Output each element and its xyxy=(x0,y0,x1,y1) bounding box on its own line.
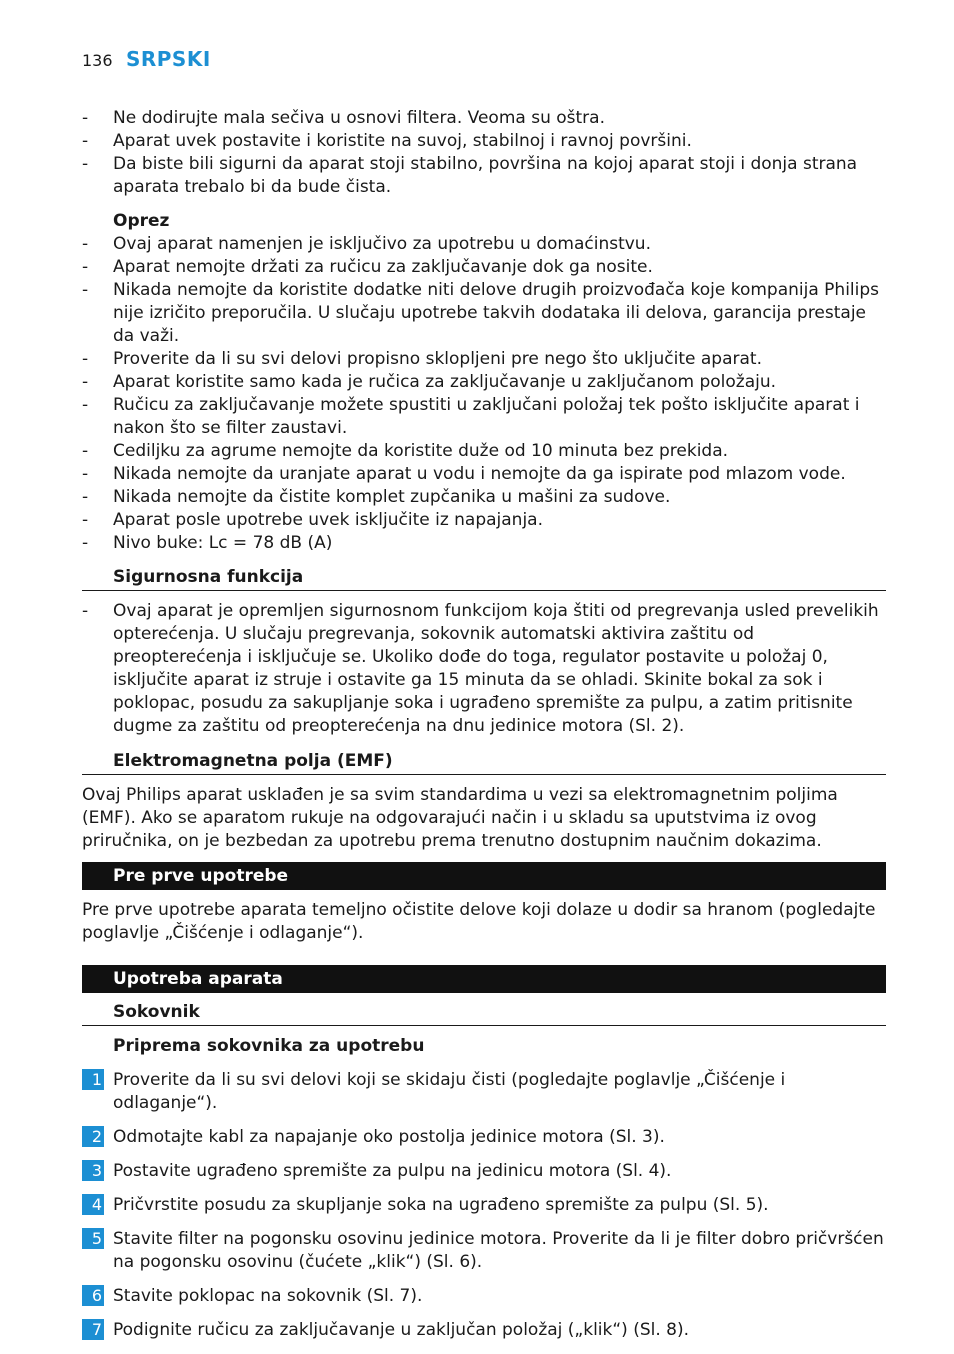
step-item xyxy=(82,1319,886,1342)
step-item xyxy=(82,1069,886,1115)
step-number: 7 xyxy=(82,1319,104,1340)
list-item: - Ovaj aparat je opremljen sigurnosnom funkcijom koja štiti od pregrevanja usled prevelikih opterećenja. U slučaju pregrevanja, sokovnik automatski aktivira zaštitu od preopterećenja i isključuje se. Ukoliko dođe do toga, regulator postavite u položaj 0, isključite aparat iz struje i ostavite ga 15 minuta da se ohladi. Skinite bokal za sok i poklopac, posudu za sakupljanje soka i ugrađeno spremište za pulpu, a zatim pritisnite dugme za zaštitu od preopterećenja na dnu jedinice motora (Sl. 2). xyxy=(82,600,886,738)
step-number: 2 xyxy=(82,1126,104,1147)
step-text: Postavite ugrađeno spremište za pulpu na jedinicu motora (Sl. 4). xyxy=(113,1161,672,1181)
prep-heading-divider xyxy=(82,1024,886,1026)
emf-text: Ovaj Philips aparat usklađen je sa svim standardima u vezi sa elektromagnetnim poljima (EMF). Ako se aparatom rukuje na odgovarajući način i u skladu sa uputstvima iz ovog priručnika, on je bezbedan za upotrebu prema trenutno dostupnim naučnim dokazima. xyxy=(82,785,838,851)
list-item: - Nikada nemojte da uranjate aparat u vodu i nemojte da ga ispirate pod mlazom vode. xyxy=(82,463,886,486)
list-item: - Ovaj aparat namenjen je isključivo za upotrebu u domaćinstvu. xyxy=(82,233,886,256)
step-item xyxy=(82,1194,886,1217)
step-text: Proverite da li su svi delovi koji se skidaju čisti (pogledajte poglavlje „Čišćenje i odlaganje“). xyxy=(113,1070,786,1113)
step-number: 5 xyxy=(82,1228,104,1249)
list-item: - Aparat nemojte držati za ručicu za zaključavanje dok ga nosite. xyxy=(82,256,886,279)
step-text: Pričvrstite posudu za skupljanje soka na ugrađeno spremište za pulpu (Sl. 5). xyxy=(113,1195,769,1215)
intro-list xyxy=(82,107,886,199)
step-item xyxy=(82,1160,886,1183)
caution-heading: Oprez xyxy=(113,211,170,231)
step-number: 6 xyxy=(82,1285,104,1306)
list-item: - Nikada nemojte da koristite dodatke niti delove drugih proizvođača koje kompanija Philips nije izričito preporučila. U slučaju upotrebe takvih dodataka ili delova, garancija prestaje da važi. xyxy=(82,279,886,348)
step-number: 4 xyxy=(82,1194,104,1215)
safety-list xyxy=(82,600,886,738)
list-item: - Da biste bili sigurni da aparat stoji stabilno, površina na kojoj aparat stoji i donja strana aparata trebalo bi da bude čista. xyxy=(82,153,886,199)
emf-heading: Elektromagnetna polja (EMF) xyxy=(82,750,886,775)
step-item xyxy=(82,1228,886,1274)
step-text: Podignite ručicu za zaključavanje u zaključan položaj („klik“) (Sl. 8). xyxy=(113,1320,690,1340)
list-item: - Proverite da li su svi delovi propisno sklopljeni pre nego što uključite aparat. xyxy=(82,348,886,371)
step-number: 3 xyxy=(82,1160,104,1181)
language-title: SRPSKI xyxy=(125,47,211,71)
step-text: Stavite poklopac na sokovnik (Sl. 7). xyxy=(113,1286,423,1306)
before-first-use-text: Pre prve upotrebe aparata temeljno očistite delove koji dolaze u dodir sa hranom (pogledajte poglavlje „Čišćenje i odlaganje“). xyxy=(82,900,876,943)
page-content xyxy=(82,107,886,1353)
step-item xyxy=(82,1285,886,1308)
juicer-heading: Sokovnik xyxy=(113,1002,200,1022)
list-item: - Ne dodirujte mala sečiva u osnovi filtera. Veoma su oštra. xyxy=(82,107,886,130)
using-heading: Upotreba aparata xyxy=(82,965,886,993)
list-item: - Aparat posle upotrebe uvek isključite iz napajanja. xyxy=(82,509,886,532)
safety-heading: Sigurnosna funkcija xyxy=(82,566,886,591)
step-item xyxy=(82,1126,886,1149)
list-item: - Aparat koristite samo kada je ručica za zaključavanje u zaključanom položaju. xyxy=(82,371,886,394)
list-item: - Ručicu za zaključavanje možete spustiti u zaključani položaj tek pošto isključite aparat i nakon što se filter zaustavi. xyxy=(82,394,886,440)
prep-heading: Priprema sokovnika za upotrebu xyxy=(113,1036,425,1056)
list-item: - Nikada nemojte da čistite komplet zupčanika u mašini za sudove. xyxy=(82,486,886,509)
step-number: 1 xyxy=(82,1069,104,1090)
before-first-use-heading: Pre prve upotrebe xyxy=(82,862,886,890)
page-number: 136 xyxy=(82,51,113,70)
list-item: - Aparat uvek postavite i koristite na suvoj, stabilnoj i ravnoj površini. xyxy=(82,130,886,153)
list-item: - Nivo buke: Lc = 78 dB (A) xyxy=(82,532,886,555)
caution-list xyxy=(82,233,886,555)
page-header xyxy=(82,48,211,74)
steps-list xyxy=(82,1069,886,1342)
step-text: Odmotajte kabl za napajanje oko postolja jedinice motora (Sl. 3). xyxy=(113,1127,665,1147)
list-item: - Cedilјku za agrume nemojte da koristite duže od 10 minuta bez prekida. xyxy=(82,440,886,463)
step-text: Stavite filter na pogonsku osovinu jedinice motora. Proverite da li je filter dobro pričvršćen na pogonsku osovinu (čućete „klik“) (Sl. 6). xyxy=(113,1229,884,1272)
